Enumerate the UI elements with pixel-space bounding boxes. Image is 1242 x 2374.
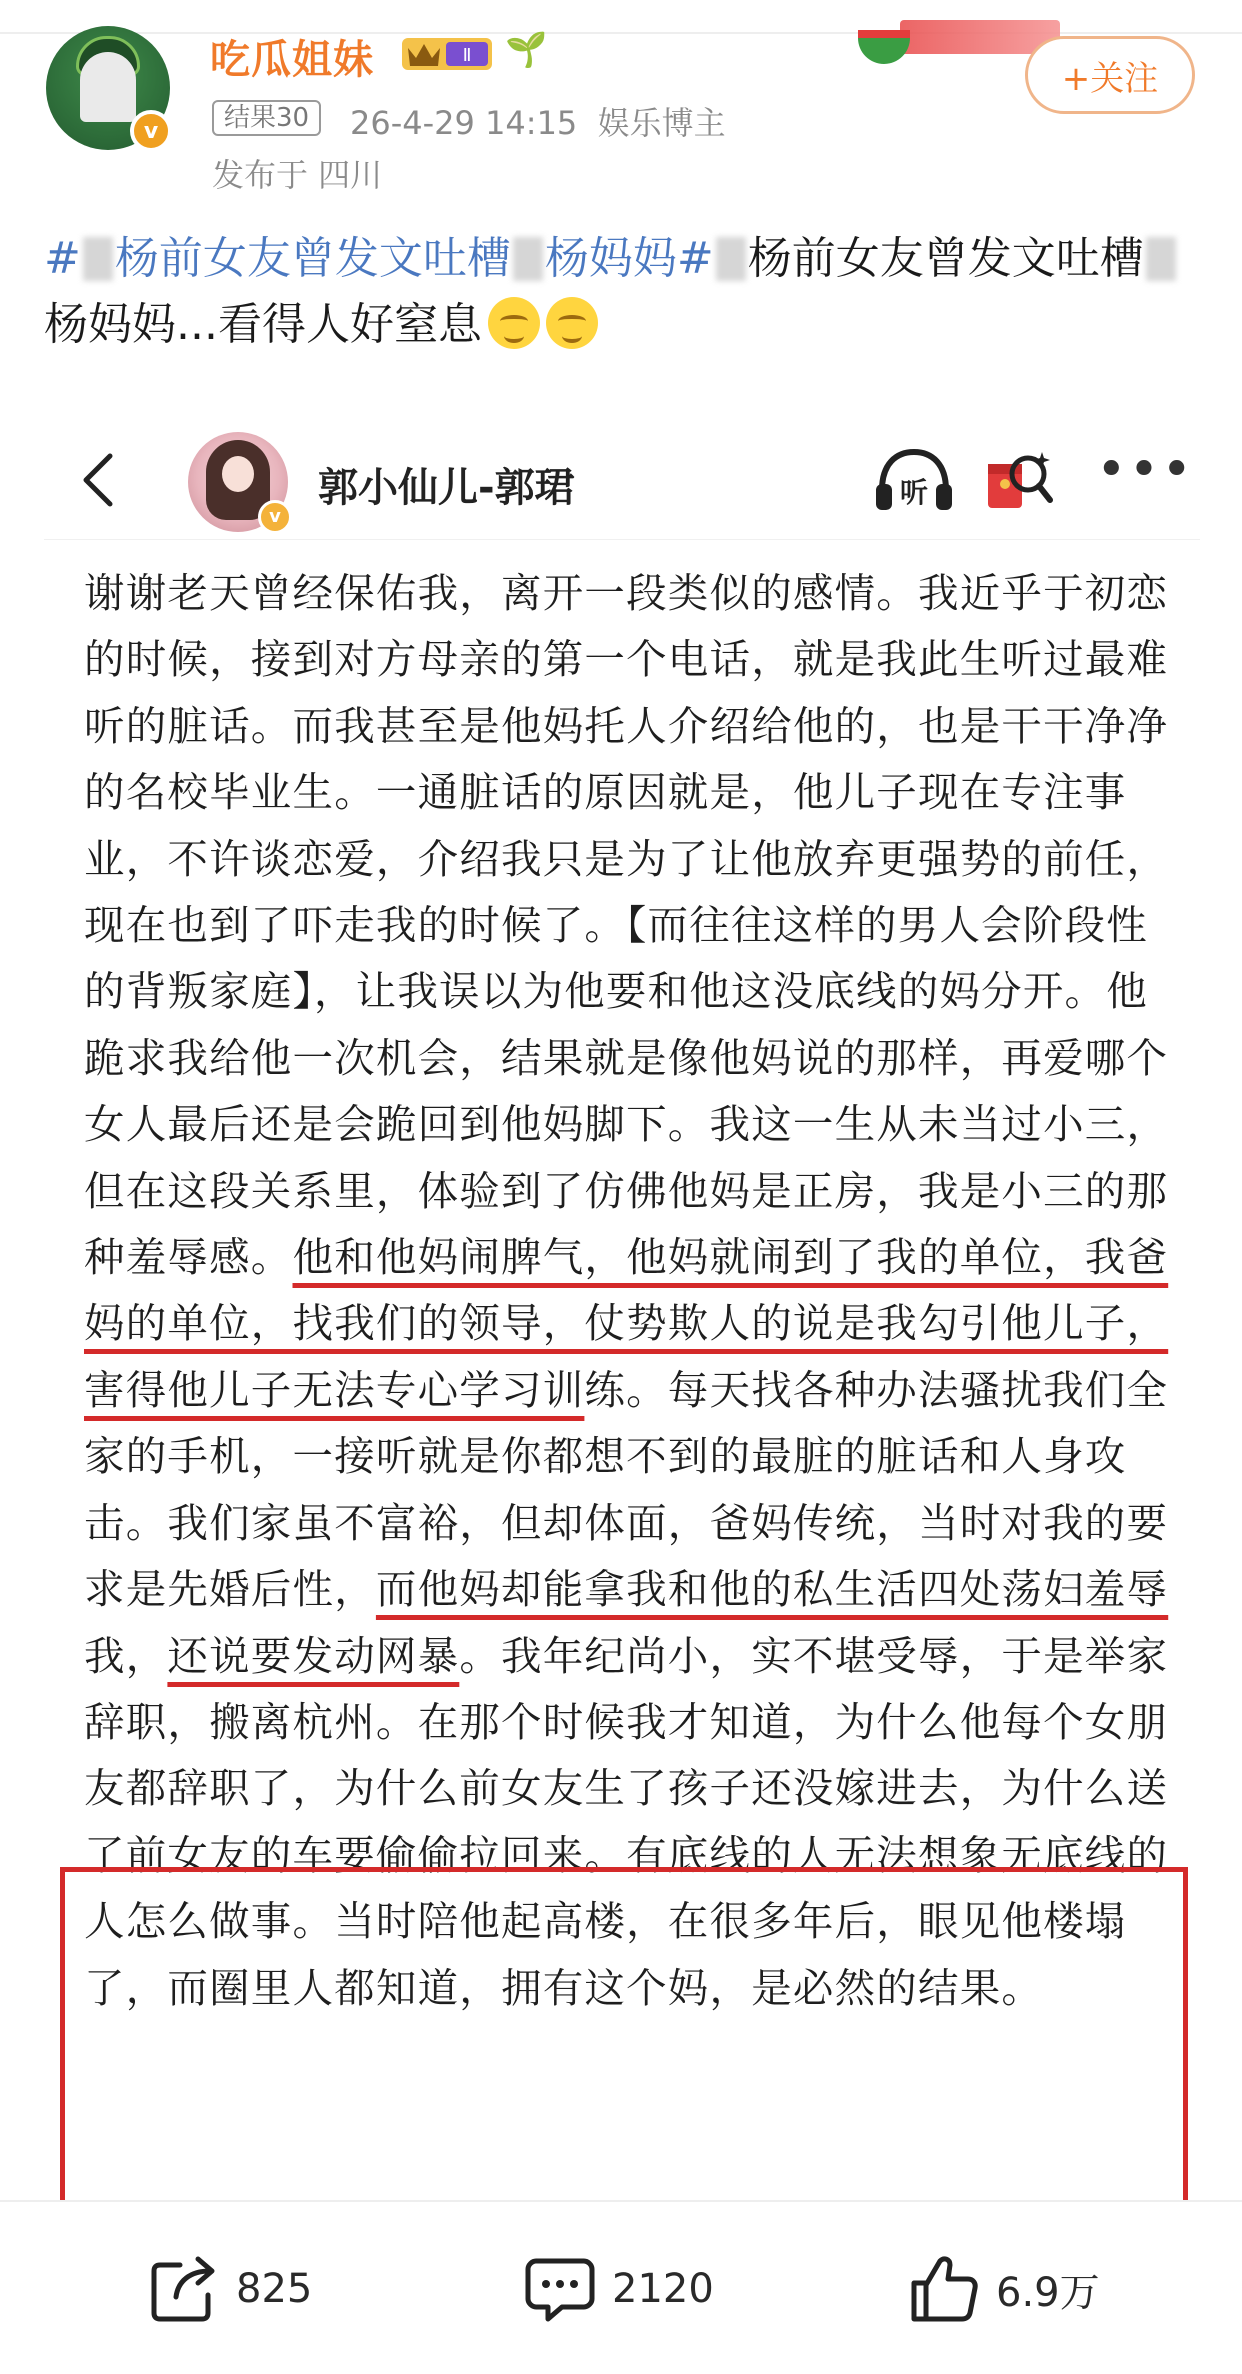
share-icon — [146, 2251, 222, 2327]
embed-header — [44, 420, 1200, 540]
blurred-text — [83, 237, 113, 281]
author-name[interactable]: 吃瓜姐妹 — [210, 37, 374, 83]
embed-author-avatar[interactable] — [188, 432, 288, 532]
sprout-icon: 🌱 — [505, 30, 548, 70]
author-role: 娱乐博主 — [597, 104, 726, 142]
post-time: 26-4-29 14:15 — [350, 104, 578, 142]
back-chevron-icon[interactable] — [74, 450, 122, 510]
level-badge-text: Ⅱ — [462, 45, 472, 66]
embedded-screenshot[interactable] — [44, 420, 1200, 2190]
underlined-text: 他和他妈闹脾气，他妈就闹到了我的单位，我爸妈的单位，找我们的领导，仗势欺人的说是我勾引他儿子，害得他儿子无法专心学习训 — [84, 1233, 1169, 1414]
comment-icon — [522, 2251, 598, 2327]
listen-label: 听 — [899, 476, 929, 509]
headphones-listen-icon[interactable] — [872, 444, 956, 516]
author-avatar[interactable] — [46, 26, 170, 150]
follow-button[interactable]: +关注 — [1025, 36, 1195, 114]
red-packet-search-icon[interactable] — [984, 444, 1054, 516]
underlined-text: 还说要发动网暴 — [167, 1631, 460, 1680]
hashtag-link[interactable]: # 杨前女友曾发文吐槽 杨妈妈# — [44, 233, 714, 284]
blurred-text — [513, 237, 543, 281]
blurred-text — [1146, 237, 1176, 281]
embed-author-name[interactable]: 郭小仙儿-郭珺 — [318, 465, 575, 511]
dizzy-face-emoji-icon — [546, 297, 598, 349]
avatar-face-shape — [222, 456, 254, 492]
embed-article-text — [84, 560, 1174, 2021]
watermelon-icon — [858, 30, 910, 64]
like-button[interactable] — [906, 2254, 1100, 2324]
dizzy-face-emoji-icon — [488, 297, 540, 349]
share-count: 825 — [236, 2266, 313, 2312]
comment-button[interactable] — [522, 2254, 714, 2324]
post-text: # 杨前女友曾发文吐槽 杨妈妈# 杨前女友曾发文吐槽杨妈妈...看得人好窒息 — [44, 226, 1204, 358]
share-button[interactable] — [146, 2254, 312, 2324]
underlined-text: 而他妈却能拿我和他的私生活四处荡妇羞辱 — [375, 1565, 1169, 1614]
crown-level-badge-icon — [400, 34, 496, 74]
thumbs-up-icon — [906, 2251, 982, 2327]
article-paragraph: 谢谢老天曾经保佑我，离开一段类似的感情。我近乎于初恋的时候，接到对方母亲的第一个电话，就是我此生听过最难听的脏话。而我甚至是他妈托人介绍给他的，也是干干净净的名校毕业生。一通脏话的原因就是，他儿子现在专注事业，不许谈恋爱，介绍我只是为了让他放弃更强势的前任，现在也到了吓走我的时候了。【而往往这样的男人会阶段性的背叛家庭】，让我误以为他要和他这没底线的妈分开。他跪求我给他一次机会，结果就是像他妈说的那样，再爱哪个女人最后还是会跪回到他妈脚下。我这一生从未当过小三，但在这段关系里，体验到了仿佛他妈是正房，我是小三的那种羞辱感。他和他妈闹脾气，他妈就闹到了我的单位，我爸妈的单位，找我们的领导，仗势欺人的说是我勾引他儿子，害得他儿子无法专心学习训练。每天找各种办法骚扰我们全家的手机，一接听就是你都想不到的最脏的脏话和人身攻击。我们家虽不富裕，但却体面，爸妈传统，当时对我的要求是先婚后性，而他妈却能拿我和他的私生活四处荡妇羞辱我，还说要发动网暴。我年纪尚小，实不堪受辱，于是举家辞职，搬离杭州。在那个时候我才知道，为什么他每个女朋友都辞职了，为什么前女友生了孩子还没嫁进去，为什么送了前女友的车要偷偷拉回来。有底线的人无法想象无底线的人怎么做事。当时陪他起高楼，在很多年后，眼见他楼塌了，而圈里人都知道，拥有这个妈，是必然的结果。 — [84, 569, 1169, 2012]
avatar-figure-shape — [80, 52, 136, 122]
like-count: 6.9万 — [996, 2269, 1100, 2316]
blurred-text — [716, 237, 746, 281]
comment-count: 2120 — [612, 2266, 714, 2312]
more-options-icon[interactable]: ••• — [1096, 440, 1195, 500]
result-tag: 结果30 — [212, 100, 321, 136]
post-meta — [350, 98, 726, 144]
post-location: 发布于 四川 — [212, 156, 383, 194]
verified-badge-icon: v — [258, 500, 292, 534]
action-bar — [0, 2200, 1242, 2374]
verified-badge-icon: v — [130, 110, 172, 152]
